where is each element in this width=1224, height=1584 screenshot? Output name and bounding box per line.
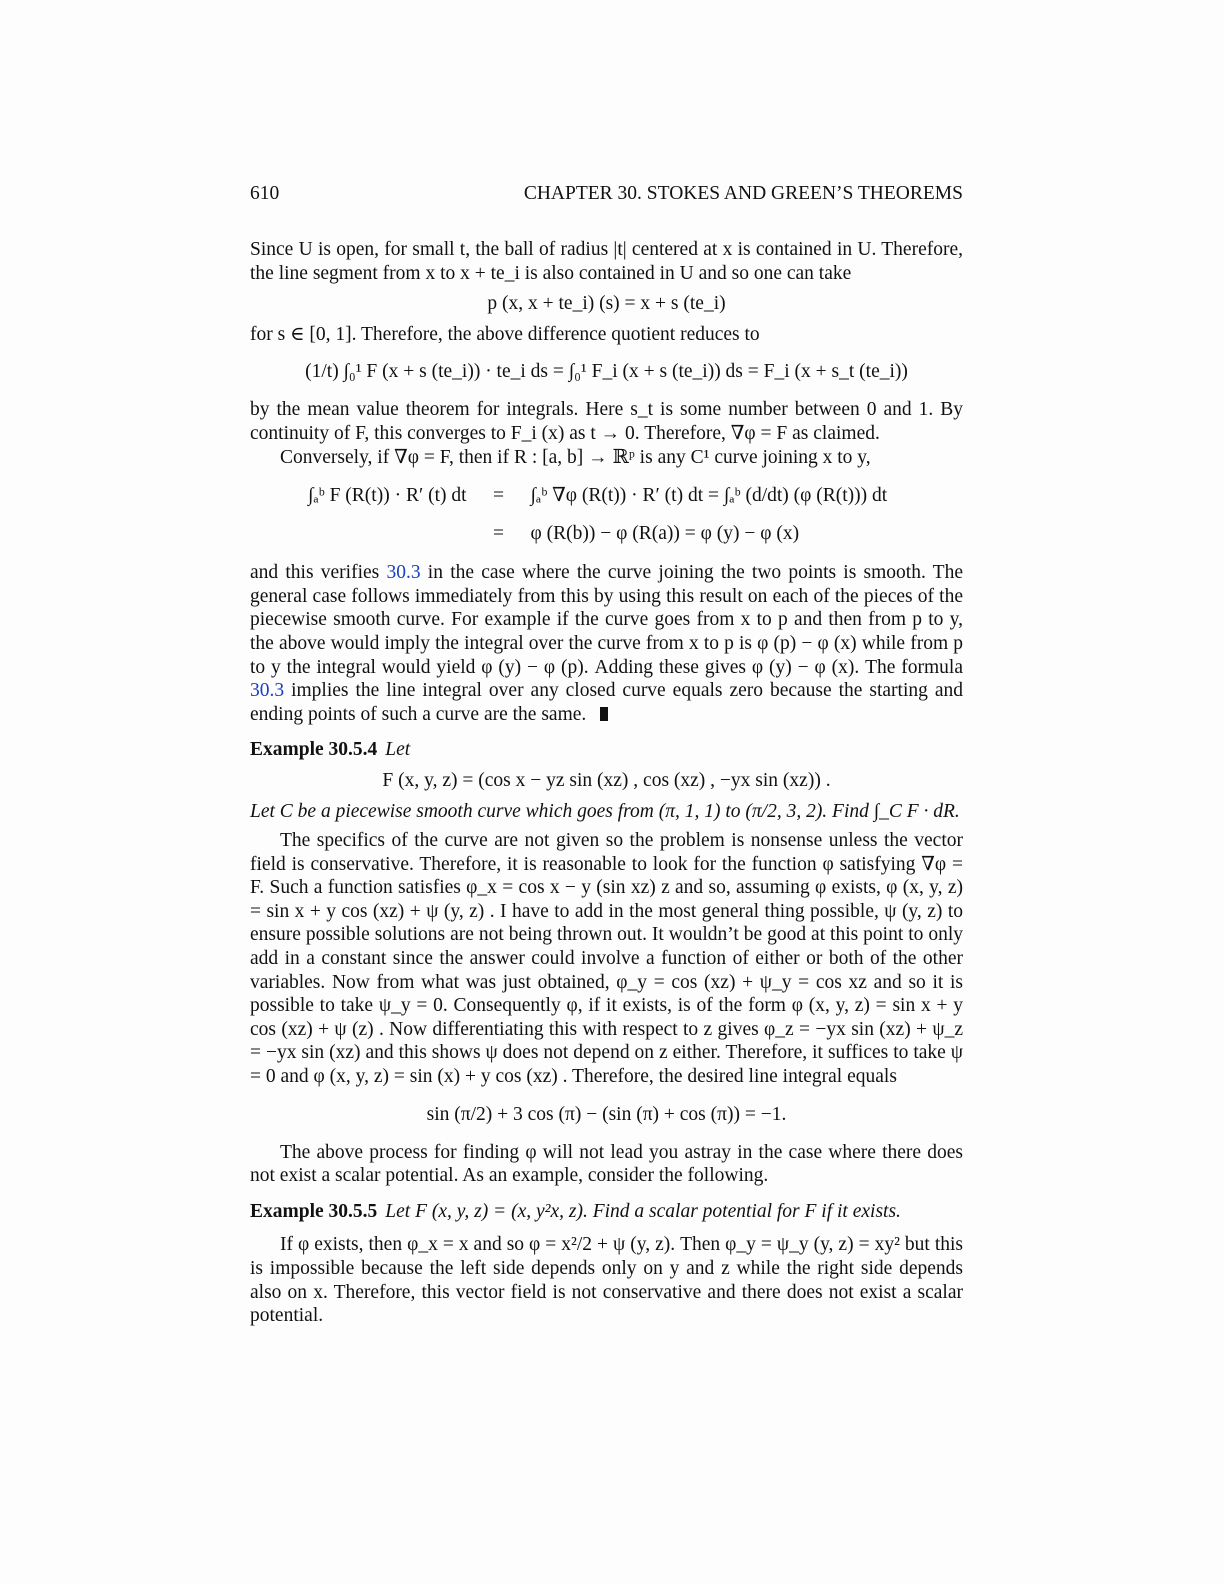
equation-lhs: ∫ₐᵇ F (R(t)) · R′ (t) dt	[308, 485, 467, 507]
page-number: 610	[250, 183, 280, 204]
text-span: and this verifies	[250, 562, 387, 584]
running-title: CHAPTER 30. STOKES AND GREEN’S THEOREMS	[523, 183, 963, 204]
equation-vector-field: F (x, y, z) = (cos x − yz sin (xz) , cos (xz) , −yx sin (xz)) .	[382, 769, 831, 791]
page-body	[250, 238, 963, 1328]
paragraph-process: The above process for finding φ will not lead you astray in the case where there does not exist a scalar potential. As an example, consider the following.	[250, 1141, 963, 1187]
equation-row-2	[302, 515, 893, 553]
example-solution: If φ exists, then φ_x = x and so φ = x²/2 + ψ (y, z). Then φ_y = ψ_y (y, z) = xy² but this is impossible because the left side depends only on y and z while the right side depends also on x. Therefore, this vector field is not conservative and there does not exist a scalar potential.	[250, 1234, 963, 1327]
equation-rhs: φ (R(b)) − φ (R(a)) = φ (y) − φ (x)	[530, 523, 800, 545]
example-intro: Let	[385, 739, 411, 761]
paragraph-conversely: Conversely, if ∇φ = F, then if R : [a, b] → ℝᵖ is any C¹ curve joining x to y,	[280, 446, 871, 468]
text-span: implies the line integral over any closed curve equals zero because the starting and ending points of such a curve are the same.	[250, 680, 963, 725]
equation-line-integral-aligned	[302, 477, 893, 553]
equation-lhs-empty	[302, 515, 473, 553]
paragraph-difference-quotient: for s ∈ [0, 1]. Therefore, the above difference quotient reduces to	[250, 323, 760, 345]
example-statement: Let C be a piecewise smooth curve which goes from (π, 1, 1) to (π/2, 3, 2). Find ∫_C F · dR.	[250, 800, 960, 822]
text-span: in the case where the curve joining the two points is smooth. The general case follows immediately from this by using this result on each of the pieces of the piecewise smooth curve. For example if the curve goes from x to p and then from p to y, the above would imply the integral over the curve from x to p is φ (p) − φ (x) while from p to y the integral would yield φ (y) − φ (p). Adding these gives φ (y) − φ (x). The formula	[250, 562, 964, 678]
example-30-5-4	[250, 738, 963, 1188]
example-solution: The specifics of the curve are not given so the problem is nonsense unless the vector field is conservative. Therefore, it is reasonable to look for the function φ satisfying ∇φ = F. Such a function satisfies φ_x = cos x − y (sin xz) z and so, assuming φ exists, φ (x, y, z) = sin x + y cos (xz) + ψ (y, z) . I have to add in the most general thing possible, ψ (y, z) to ensure possible solutions are not being thrown out. It wouldn’t be good at this point to only add in a constant since the answer could involve a function of either or both of the other variables. Now from what was just obtained, φ_y = cos (xz) + ψ_y = cos xz and so it is possible to take ψ_y = 0. Consequently φ, if it exists, is of the form φ (x, y, z) = sin x + y cos (xz) + ψ (z) . Now differentiating this with respect to z gives φ_z = −yx sin (xz) + ψ_z = −yx sin (xz) and this shows ψ does not depend on z either. Therefore, it suffices to take ψ = 0 and φ (x, y, z) = sin (x) + y cos (xz) . Therefore, the desired line integral equals	[250, 830, 963, 1088]
paragraph-verifies	[250, 561, 963, 726]
equation-reference-link[interactable]: 30.3	[386, 562, 421, 584]
equation-result: sin (π/2) + 3 cos (π) − (sin (π) + cos (π)) = −1.	[426, 1103, 787, 1125]
equation-relation: =	[493, 523, 505, 545]
equation-line-segment: p (x, x + te_i) (s) = x + s (te_i)	[487, 293, 726, 315]
example-label: Example 30.5.4	[250, 739, 378, 761]
equation-reference-link[interactable]: 30.3	[250, 680, 285, 702]
equation-row-1	[302, 477, 893, 515]
qed-symbol	[600, 707, 608, 721]
paragraph-ball-radius: Since U is open, for small t, the ball of radius |t| centered at x is contained in U. Therefore, the line segment from x to x + te_i is also contained in U and so one can take	[250, 239, 963, 284]
example-30-5-5	[250, 1200, 963, 1328]
paragraph-mean-value: by the mean value theorem for integrals. Here s_t is some number between 0 and 1. By continuity of F, this converges to F_i (x) as t → 0. Therefore, ∇φ = F as claimed.	[250, 399, 963, 444]
equation-difference-quotient: (1/t) ∫₀¹ F (x + s (te_i)) · te_i ds = ∫₀¹ F_i (x + s (te_i)) ds = F_i (x + s_t (te_i))	[305, 361, 908, 383]
equation-rhs: ∫ₐᵇ ∇φ (R(t)) · R′ (t) dt = ∫ₐᵇ (d/dt) (φ (R(t))) dt	[530, 485, 888, 507]
equation-relation: =	[493, 485, 505, 507]
example-statement: Let F (x, y, z) = (x, y²x, z). Find a scalar potential for F if it exists.	[385, 1200, 901, 1222]
page-header	[250, 183, 963, 205]
example-label: Example 30.5.5	[250, 1200, 378, 1222]
